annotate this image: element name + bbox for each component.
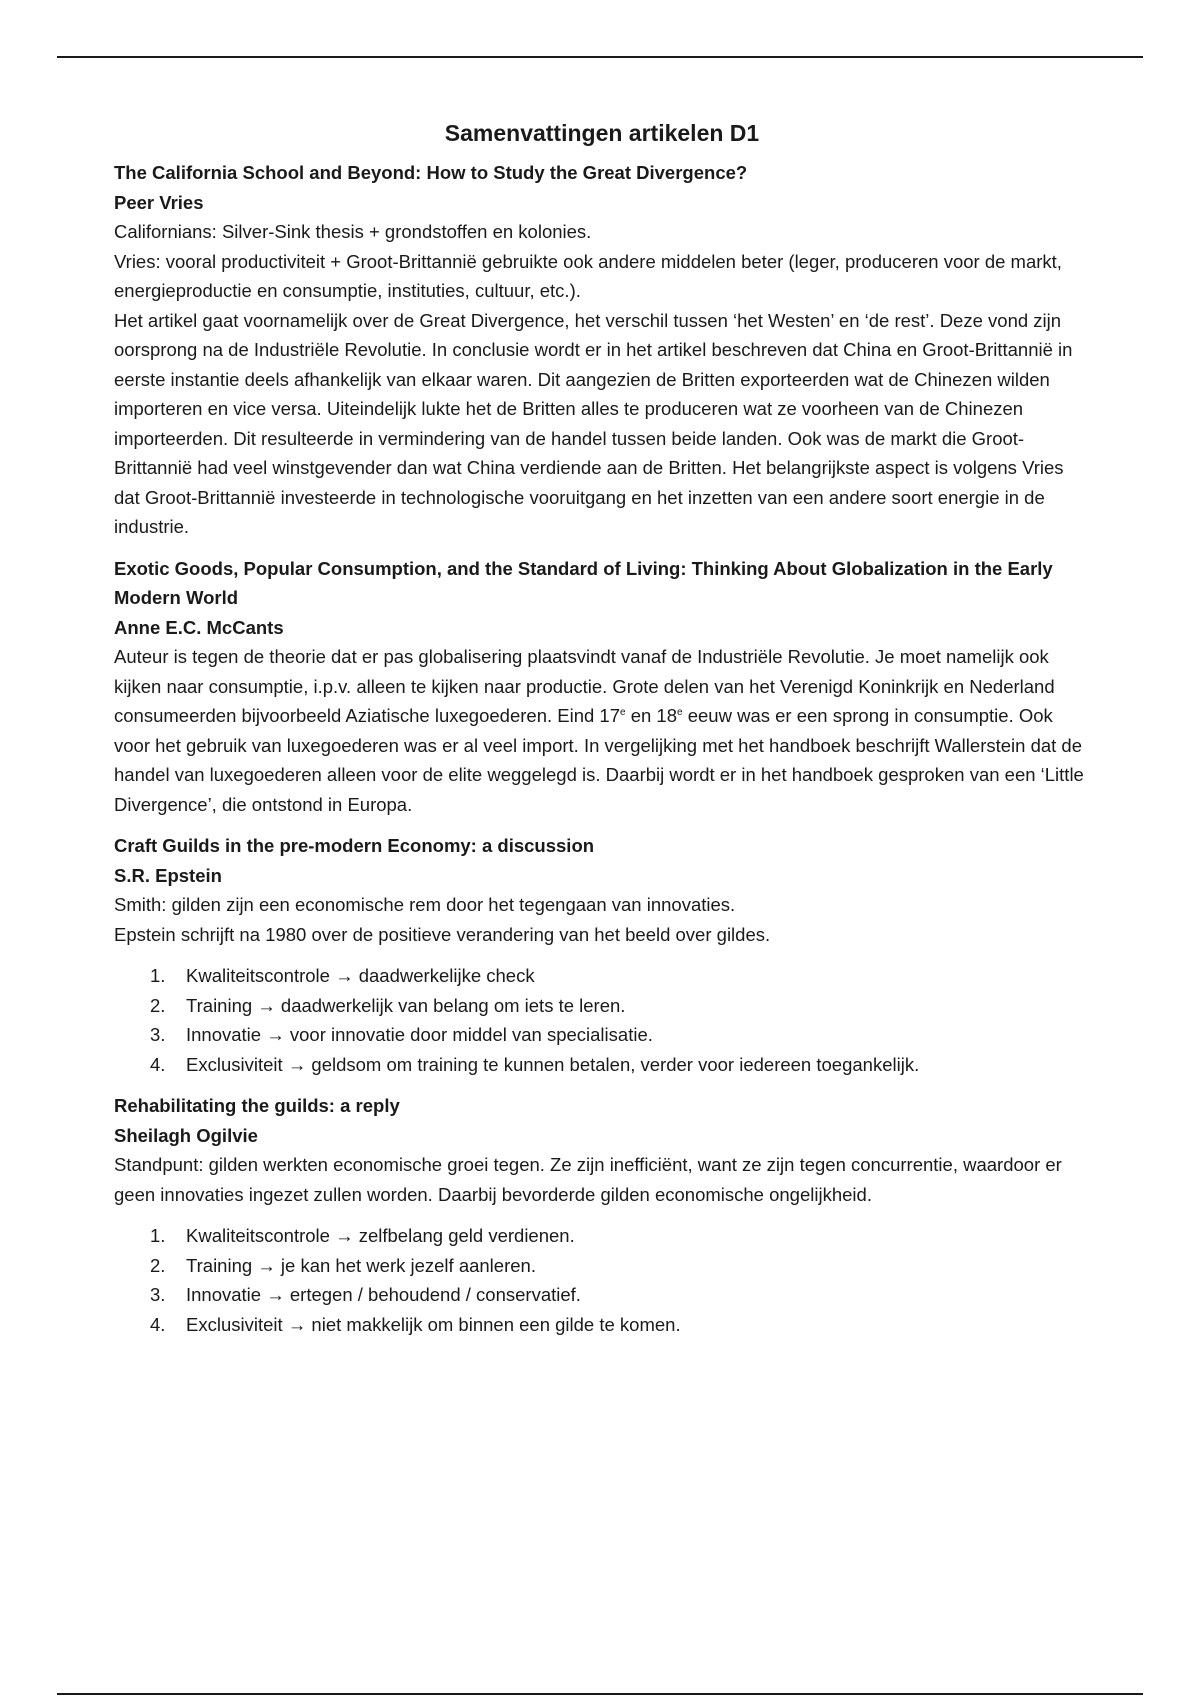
summary-paragraph: Standpunt: gilden werkten economische groei tegen. Ze zijn inefficiënt, want ze zijn tegen concurrentie, waardoor er geen innovaties ingezet zullen worden. Daarbij bevorderde gilden economische ongelijkheid. xyxy=(114,1154,1062,1205)
list-item xyxy=(114,1050,1090,1080)
list-item xyxy=(114,1310,1090,1340)
numbered-list xyxy=(114,1221,1090,1339)
footer-rule xyxy=(57,1693,1143,1695)
list-number: 2. xyxy=(150,994,166,1016)
paragraph-text: Auteur is tegen de theorie dat er pas globalisering plaatsvindt vanaf de Industriële Revolutie. Je moet namelijk ook kijken naar consumptie, i.p.v. alleen te kijken naar productie. Grote delen van het Verenigd Koninkrijk en Nederland consumeerden bijvoorbeeld Aziatische luxegoederen. Eind 17 xyxy=(114,646,1055,726)
list-item-text: Exclusiviteit → niet makkelijk om binnen een gilde te komen. xyxy=(186,1313,681,1335)
article-author: Anne E.C. McCants xyxy=(114,616,284,638)
list-number: 4. xyxy=(150,1053,166,1075)
list-item xyxy=(114,961,1090,991)
list-item xyxy=(114,991,1090,1021)
list-item xyxy=(114,1251,1090,1281)
list-item-text: Training → daadwerkelijk van belang om iets te leren. xyxy=(186,994,626,1016)
list-item xyxy=(114,1280,1090,1310)
document-body xyxy=(114,112,1090,1351)
ordinal-superscript: e xyxy=(620,706,626,718)
list-number: 3. xyxy=(150,1024,166,1045)
numbered-list xyxy=(114,961,1090,1079)
article-title: Exotic Goods, Popular Consumption, and the Standard of Living: Thinking About Globalization in the Early Modern World xyxy=(114,557,1053,608)
list-item xyxy=(114,1221,1090,1251)
article-title: The California School and Beyond: How to Study the Great Divergence? xyxy=(114,162,748,183)
article-author: Peer Vries xyxy=(114,191,204,213)
article-summary xyxy=(114,158,1090,542)
article-summary xyxy=(114,831,1090,1079)
document-title: Samenvattingen artikelen D1 xyxy=(444,120,760,146)
summary-paragraph: Californians: Silver-Sink thesis + grondstoffen en kolonies. xyxy=(114,221,592,242)
summary-paragraph: Het artikel gaat voornamelijk over de Great Divergence, het verschil tussen ‘het Westen’ en ‘de rest’. Deze vond zijn oorsprong na de Industriële Revolutie. In conclusie wordt er in het artikel beschreven dat China en Groot-Brittannië in eerste instantie deels afhankelijk van elkaar waren. Dit aangezien de Britten exporteerden wat de Chinezen wilden importeren en vice versa. Uiteindelijk lukte het de Britten alles te produceren wat ze voorheen van de Chinezen importeerden. Dit resulteerde in vermindering van de handel tussen beide landen. Ook was de markt die Groot-Brittannië had veel winstgevender dan wat China verdiende aan de Britten. Het belangrijkste aspect is volgens Vries dat Groot-Brittannië investeerde in technologische vooruitgang en het inzetten van een andere soort energie in de industrie. xyxy=(114,309,1073,537)
article-summary xyxy=(114,1091,1090,1339)
list-item xyxy=(114,1020,1090,1050)
list-item-text: Innovatie → voor innovatie door middel van specialisatie. xyxy=(186,1024,653,1045)
list-number: 1. xyxy=(150,965,166,986)
list-item-text: Kwaliteitscontrole → daadwerkelijke check xyxy=(186,965,535,986)
article-summary xyxy=(114,554,1090,820)
list-number: 2. xyxy=(150,1254,166,1276)
list-item-text: Training → je kan het werk jezelf aanleren. xyxy=(186,1254,536,1276)
article-author: Sheilagh Ogilvie xyxy=(114,1124,258,1146)
summary-paragraph: Vries: vooral productiviteit + Groot-Brittannië gebruikte ook andere middelen beter (leger, produceren voor de markt, energieproductie en consumptie, instituties, cultuur, etc.). xyxy=(114,250,1062,301)
list-number: 3. xyxy=(150,1284,166,1305)
paragraph-text: eeuw was er een sprong in consumptie. Ook voor het gebruik van luxegoederen was er al veel import. In vergelijking met het handboek beschrijft Wallerstein dat de handel van luxegoederen alleen voor de elite weggelegd is. Daarbij wordt er in het handboek gesproken van een ‘Little Divergence’, die ontstond in Europa. xyxy=(114,705,1084,815)
list-number: 4. xyxy=(150,1313,166,1335)
list-item-text: Innovatie → ertegen / behoudend / conservatief. xyxy=(186,1284,581,1305)
list-item-text: Kwaliteitscontrole → zelfbelang geld verdienen. xyxy=(186,1225,575,1246)
ordinal-superscript: e xyxy=(677,706,683,718)
list-number: 1. xyxy=(150,1225,166,1246)
summary-paragraph: Epstein schrijft na 1980 over de positieve verandering van het beeld over gildes. xyxy=(114,923,771,945)
article-author: S.R. Epstein xyxy=(114,864,222,886)
article-title: Craft Guilds in the pre-modern Economy: a discussion xyxy=(114,835,595,856)
header-rule xyxy=(57,56,1143,58)
list-item-text: Exclusiviteit → geldsom om training te kunnen betalen, verder voor iedereen toegankelijk. xyxy=(186,1053,920,1075)
summary-paragraph: Smith: gilden zijn een economische rem door het tegengaan van innovaties. xyxy=(114,894,736,915)
article-title: Rehabilitating the guilds: a reply xyxy=(114,1095,400,1116)
paragraph-text: en 18 xyxy=(625,705,678,726)
summary-paragraph xyxy=(114,642,1090,819)
